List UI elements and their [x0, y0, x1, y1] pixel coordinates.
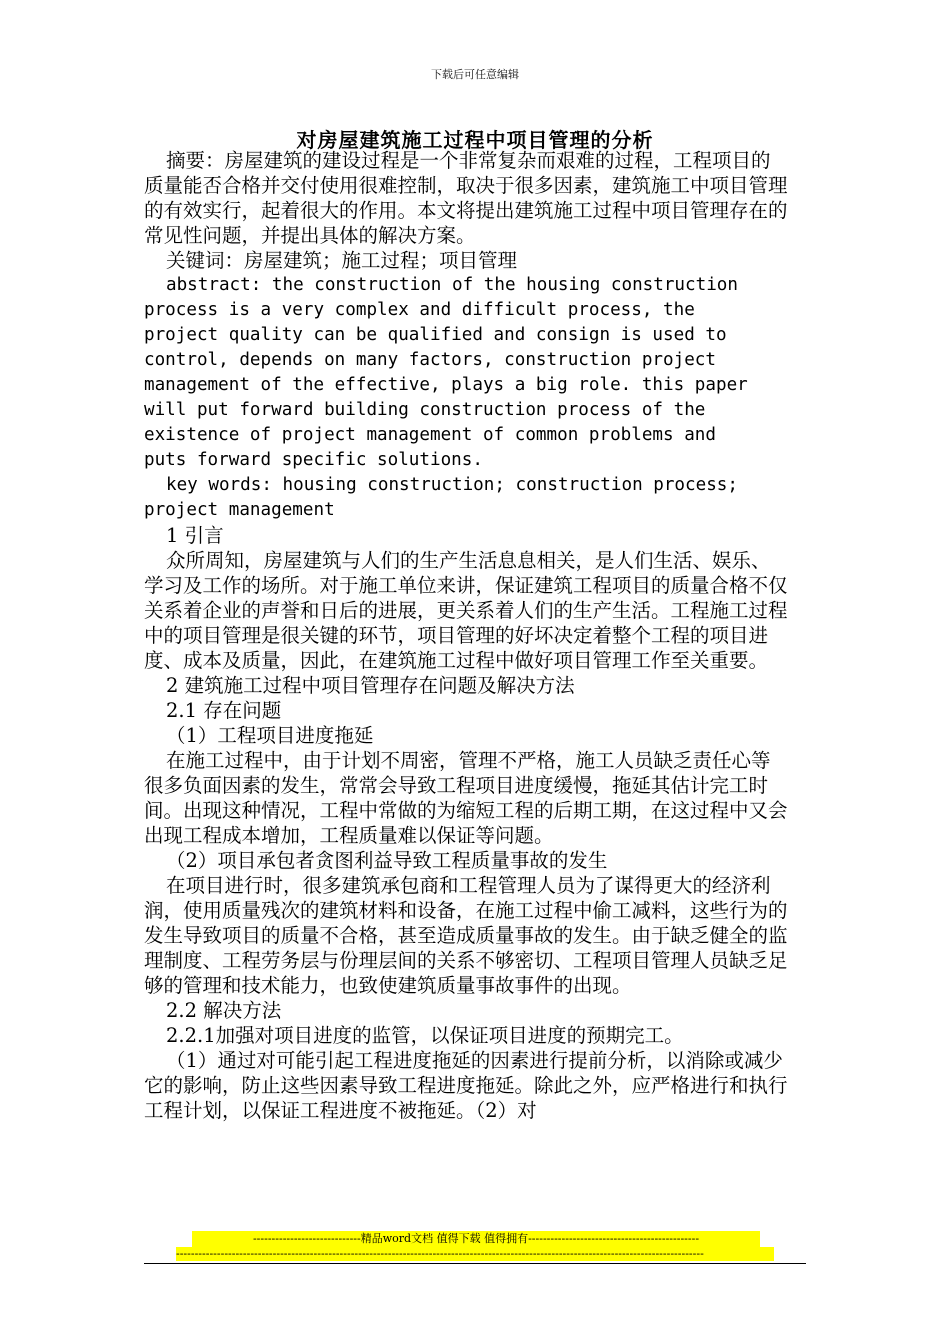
section-heading: 2 建筑施工过程中项目管理存在问题及解决方法: [166, 674, 575, 697]
item-heading: （2）项目承包者贪图利益导致工程质量事故的发生: [166, 849, 608, 872]
abstract-cn: 摘要：房屋建筑的建设过程是一个非常复杂而艰难的过程，工程项目的质量能否合格并交付使用很难控制，取决于很多因素，建筑施工中项目管理的有效实行，起着很大的作用。本文将提出建筑施工过程中项目管理存在的常见性问题，并提出具体的解决方案。: [144, 149, 788, 247]
keywords-cn: 关键词：房屋建筑；施工过程；项目管理: [166, 249, 518, 272]
subsection-heading: 2.1 存在问题: [166, 699, 282, 722]
subsubsection-heading: 2.2.1加强对项目进度的监管，以保证项目进度的预期完工。: [166, 1024, 684, 1047]
subsection-heading: 2.2 解决方法: [166, 999, 282, 1022]
body-paragraph: 在施工过程中，由于计划不周密，管理不严格，施工人员缺乏责任心等很多负面因素的发生，常常会导致工程项目进度缓慢，拖延其估计完工时间。出现这种情况，工程中常做的为缩短工程的后期工期，在这过程中又会出现工程成本增加，工程质量难以保证等问题。: [144, 749, 788, 847]
document-title: 对房屋建筑施工过程中项目管理的分析: [296, 128, 654, 152]
footer-banner: -----------------------------精品word文档 值得下载 值得拥有----------------------------------------------: [192, 1231, 760, 1247]
footer-dash-line: ----------------------------------------------------------------------------------------------------------------------------------------------: [176, 1247, 774, 1261]
body-paragraph: 在项目进行时，很多建筑承包商和工程管理人员为了谋得更大的经济利润，使用质量残次的建筑材料和设备，在施工过程中偷工减料，这些行为的发生导致项目的质量不合格，甚至造成质量事故的发生。由于缺乏健全的监理制度、工程劳务层与份理层间的关系不够密切、工程项目管理人员缺乏足够的管理和技术能力，也致使建筑质量事故事件的出现。: [144, 874, 788, 997]
abstract-en: abstract: the construction of the housing construction process is a very complex and difficult process, the project quality can be qualified and consign is used to control, depends on many factors, construction project management of the effective, plays a big role. this paper will put forward building construction process of the existence of project management of common problems and puts forward specific solutions.: [144, 275, 748, 470]
body-paragraph: （1）通过对可能引起工程进度拖延的因素进行提前分析，以消除或减少它的影响，防止这些因素导致工程进度拖延。除此之外，应严格进行和执行工程计划，以保证工程进度不被拖延。（2）对: [144, 1049, 788, 1122]
document-body: [144, 148, 789, 1123]
header-note: 下载后可任意编辑: [431, 68, 519, 81]
keywords-en: key words: housing construction; construction process; project management: [144, 475, 738, 520]
item-heading: （1）工程项目进度拖延: [166, 724, 374, 747]
footer-rule: [144, 1263, 806, 1264]
section-heading: 1 引言: [166, 524, 224, 547]
body-paragraph: 众所周知，房屋建筑与人们的生产生活息息相关，是人们生活、娱乐、学习及工作的场所。对于施工单位来讲，保证建筑工程项目的质量合格不仅关系着企业的声誉和日后的进展，更关系着人们的生产生活。工程施工过程中的项目管理是很关键的环节，项目管理的好坏决定着整个工程的项目进度、成本及质量，因此，在建筑施工过程中做好项目管理工作至关重要。: [144, 549, 788, 672]
